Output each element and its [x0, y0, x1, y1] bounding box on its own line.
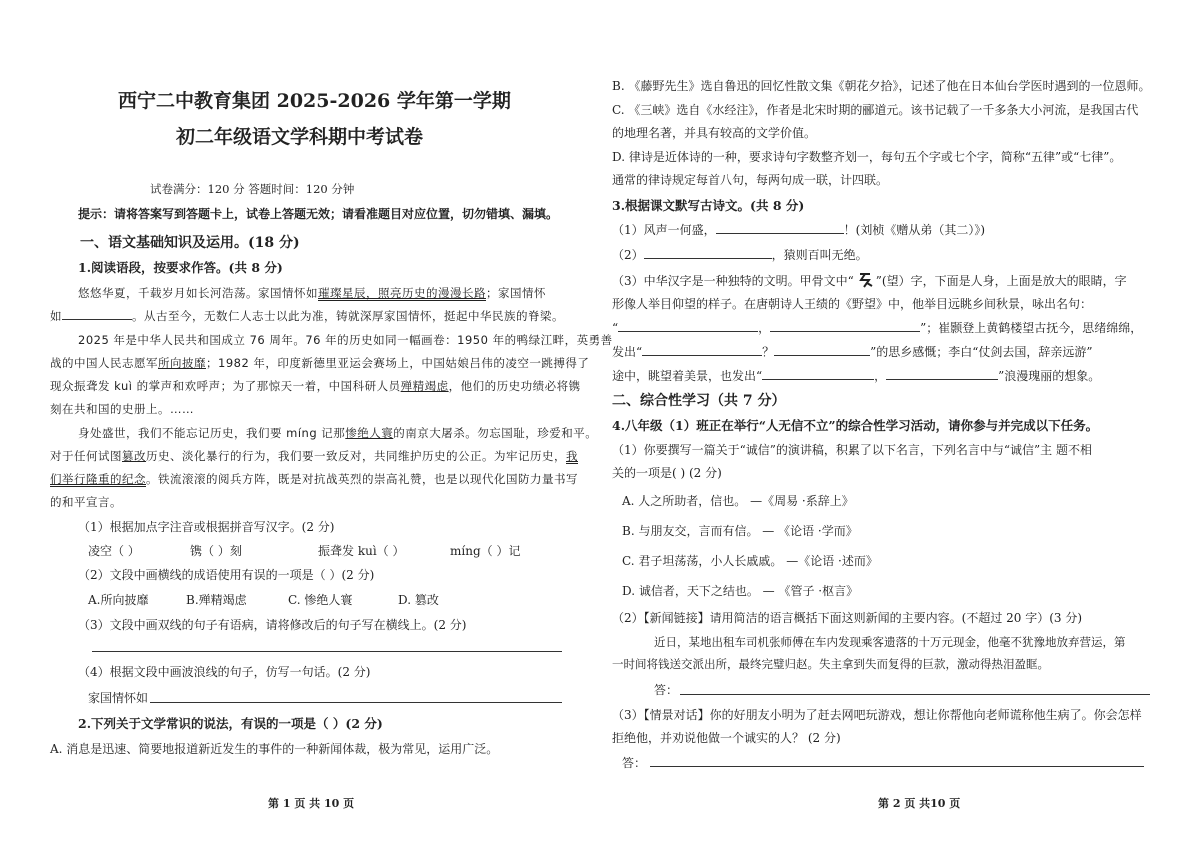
q1-2-prompt: （2）文段中画横线的成语使用有误的一项是（ ）(2 分)	[78, 568, 375, 582]
passage-text: 的南京大屠杀。勿忘国耻，珍爱和平。	[393, 426, 598, 440]
passage-text: 。从古至今，无数仁人志士以此为准，铸就深厚家国情怀，挺起中华民族的脊梁。	[132, 309, 564, 323]
q3-3-line-4	[612, 343, 1093, 360]
exam-title-line-2: 初二年级语文学科期中考试卷	[176, 126, 424, 148]
passage-p3-line-4: 的和平宣言。	[50, 495, 122, 509]
passage-p2-line-4: 刻在共和国的史册上。……	[50, 402, 194, 416]
passage-text: 悠悠华夏，千载岁月如长河浩荡。家国情怀如	[78, 286, 318, 300]
passage-p1-line-2	[50, 308, 564, 324]
q3-heading: 3.根据课文默写古诗文。(共 8 分)	[612, 198, 805, 213]
q2-option-d-line-2: 通常的律诗规定每首八句，每两句成一联，计四联。	[612, 173, 889, 187]
q1-1-item: 镌（ ）刻	[190, 544, 242, 558]
q3-text: ？	[762, 345, 775, 359]
idiom-underlined: 篡改	[122, 449, 146, 463]
q4-2-news-line-2: 一时间将钱送交派出所，最终完璧归赵。失主拿到失而复得的巨款，激动得热泪盈眶。	[612, 657, 1049, 671]
q3-text: “	[612, 321, 619, 335]
idiom-underlined: 所向披靡	[158, 356, 206, 370]
passage-p2-line-3	[50, 378, 581, 394]
q2-option-b: B. 《藤野先生》选自鲁迅的回忆性散文集《朝花夕拾》，记述了他在日本仙台学医时遇到的一位恩师。	[612, 79, 1151, 93]
q1-heading: 1.阅读语段，按要求作答。(共 8 分)	[78, 260, 283, 275]
passage-text: 身处盛世，我们不能忘记历史，我们要 míng 记那	[78, 426, 346, 440]
passage-text: ；家国情怀	[486, 286, 546, 300]
passage-p2-line-2	[50, 355, 589, 371]
passage-text: ，他们的历史功绩必将镌	[448, 379, 581, 393]
q1-2-option: D. 篡改	[398, 593, 439, 607]
q2-option-d-line-1: D. 律诗是近体诗的一种，要求诗句字数整齐划一，每句五个字或七个字，简称“五律”或“七律”。	[612, 150, 1122, 164]
q2-heading: 2.下列关于文学常识的说法，有误的一项是（ ）(2 分)	[78, 716, 383, 731]
q3-text: ，	[758, 321, 771, 335]
passage-p1-line-1	[78, 285, 546, 301]
passage-double-underline: 们举行隆重的纪念	[50, 472, 146, 486]
q1-4-prompt: （4）根据文段中画波浪线的句子，仿写一句话。(2 分)	[78, 665, 371, 679]
passage-text: 。铁流滚滚的阅兵方阵，既是对抗战英烈的崇高礼赞，也是以现代化国防力量书写	[146, 472, 578, 486]
q3-3-blank[interactable]	[762, 379, 874, 380]
q1-3-prompt: （3）文段中画双线的句子有语病，请将修改后的句子写在横线上。(2 分)	[78, 618, 467, 632]
passage-double-underline: 璀璨星辰，照亮历史的漫漫长路	[318, 286, 486, 300]
exam-notice: 提示：请将答案写到答题卡上，试卷上答题无效；请看准题目对应位置，切勿错填、漏填。	[78, 207, 559, 221]
q1-1-item: míng（ ）记	[450, 544, 521, 558]
q4-2-prompt: （2）【新闻链接】请用简洁的语言概括下面这则新闻的主要内容。(不超过 20 字）(3 分)	[612, 611, 1083, 625]
q1-2-option: B.殚精竭虑	[186, 593, 247, 607]
page-footer-2: 第 2 页 共10 页	[878, 797, 961, 810]
q1-1-item: 凌空（ ）	[88, 544, 140, 558]
idiom-underlined: 惨绝人寰	[345, 426, 394, 440]
q3-text: 途中，眺望着美景，也发出“	[612, 369, 763, 383]
answer-label: 答：	[622, 756, 647, 770]
q3-3-blank[interactable]	[618, 331, 758, 332]
q4-3-line-2: 拒绝他，并劝说他做一个诚实的人？ (2 分)	[612, 731, 841, 745]
q1-4-answer-line[interactable]	[150, 702, 562, 703]
q1-2-option: C. 惨绝人寰	[288, 593, 353, 607]
q1-1-item: 振聋发 kuì（ ）	[318, 544, 405, 558]
passage-text: 如	[50, 309, 62, 323]
q3-3-blank[interactable]	[774, 355, 870, 356]
passage-p3-line-3	[50, 471, 578, 487]
exam-info: 试卷满分：120 分 答题时间：120 分钟	[150, 182, 355, 196]
passage-text: 现众振聋发 kuì 的掌声和欢呼声；为了那惊天一着，中国科研人员	[50, 379, 401, 393]
q3-text: （3）中华汉字是一种独特的文明。甲骨文中“	[612, 274, 854, 288]
q3-text: ！(刘桢《赠从弟（其二）》)	[843, 223, 986, 237]
q3-3-line-2: 形像人举目仰望的样子。在唐朝诗人王绩的《野望》中，他举目远眺乡间秋景，咏出名句：	[612, 297, 1093, 311]
q3-text: ，猿则百叫无绝。	[771, 248, 868, 262]
q4-1-option-c: C. 君子坦荡荡，小人长戚戚。 —《论语 ·述而》	[622, 554, 878, 568]
q4-heading: 4.八年级（1）班正在举行“人无信不立”的综合性学习活动，请你参与并完成以下任务。	[612, 418, 1099, 433]
q4-3-line-1: （3）【情景对话】你的好朋友小明为了赶去网吧玩游戏，想让你帮他向老师谎称他生病了。你会怎样	[612, 708, 1142, 722]
q3-3-blank[interactable]	[642, 355, 762, 356]
q3-text: ”(望）字，下面是人身，上面是放大的眼睛，字	[875, 274, 1127, 288]
idiom-underlined: 殚精竭虑	[400, 379, 449, 393]
q4-1-option-a: A. 人之所助者，信也。 —《周易 ·系辞上》	[622, 494, 854, 508]
oracle-bone-wang-glyph	[854, 271, 876, 289]
section-1-heading: 一、语文基础知识及运用。(18 分)	[80, 235, 300, 251]
q3-1	[612, 221, 985, 238]
q1-1-prompt: （1）根据加点字注音或根据拼音写汉字。(2 分)	[78, 520, 335, 534]
exam-page-2	[600, 0, 1200, 847]
q4-1-line-1: （1）你要撰写一篇关于“诚信”的演讲稿，积累了以下名言，下列名言中与“诚信”主 题不相	[612, 443, 1092, 457]
section-2-heading: 二、综合性学习（共 7 分）	[612, 393, 786, 409]
q3-2-blank[interactable]	[644, 258, 772, 259]
q3-text: 发出“	[612, 345, 643, 359]
q1-3-answer-line[interactable]	[92, 651, 562, 652]
q2-option-a: A. 消息是迅速、简要地报道新近发生的事件的一种新闻体裁，极为常见，运用广泛。	[50, 742, 499, 756]
passage-p3-line-1	[78, 425, 597, 441]
q3-text: ，	[874, 369, 887, 383]
q4-1-option-b: B. 与朋友交，言而有信。 — 《论语 ·学而》	[622, 524, 858, 538]
passage-double-underline: 我	[566, 449, 578, 463]
q3-3-line-3	[612, 319, 1142, 336]
q3-text: （1）风声一何盛，	[612, 223, 716, 237]
passage-p2-line-1: 2025 年是中华人民共和国成立 76 周年。76 年的历史如同一幅画卷：1950 年的鸭绿江畔，英勇善	[78, 333, 613, 347]
q2-option-c-line-1: C. 《三峡》选自《水经注》，作者是北宋时期的郦道元。该书记载了一千多条大小河流，是我国古代	[612, 103, 1139, 117]
q3-text: ”的思乡感慨；李白“仗剑去国，辞亲远游”	[870, 345, 1093, 359]
q3-text: （2）	[612, 248, 644, 262]
q3-3-line-1	[612, 271, 1127, 289]
q3-text: ”浪漫瑰丽的想象。	[998, 369, 1101, 383]
exam-title-line-1: 西宁二中教育集团 2025-2026 学年第一学期	[118, 90, 511, 112]
page-footer-1: 第 1 页 共 10 页	[268, 797, 355, 810]
answer-label: 答：	[654, 683, 679, 697]
q3-3-blank[interactable]	[770, 331, 920, 332]
q4-1-option-d: D. 诚信者，天下之结也。 — 《管子 ·枢言》	[622, 584, 859, 598]
passage-text: 历史、淡化暴行的行为，我们要一致反对，共同维护历史的公正。为牢记历史，	[146, 449, 566, 463]
q2-option-c-line-2: 的地理名著，并具有较高的文学价值。	[612, 126, 817, 140]
q3-text: ”；崔颢登上黄鹤楼望古抚今，思绪绵绵，	[920, 321, 1143, 335]
q1-2-option: A.所向披靡	[88, 593, 149, 607]
q3-3-blank[interactable]	[886, 379, 998, 380]
q3-3-line-5	[612, 367, 1100, 384]
q4-2-news-line-1: 近日，某地出租车司机张师傅在车内发现乘客遗落的十万元现金，他毫不犹豫地放弃营运，第	[654, 635, 1126, 649]
q3-1-blank[interactable]	[716, 233, 844, 234]
passage-text: ；1982 年，印度新德里亚运会赛场上，中国姑娘吕伟的凌空一跳搏得了	[206, 356, 590, 370]
passage-text: 对于任何试图	[50, 449, 122, 463]
q3-2	[612, 246, 868, 263]
q4-1-line-2: 关的一项是( ) (2 分)	[612, 466, 722, 480]
q1-4-prefix: 家国情怀如	[88, 691, 149, 705]
passage-p3-line-2	[50, 448, 578, 464]
q4-3-answer-line[interactable]	[650, 766, 1144, 767]
passage-text: 战的中国人民志愿军	[50, 356, 158, 370]
q4-2-answer-line[interactable]	[680, 694, 1150, 695]
